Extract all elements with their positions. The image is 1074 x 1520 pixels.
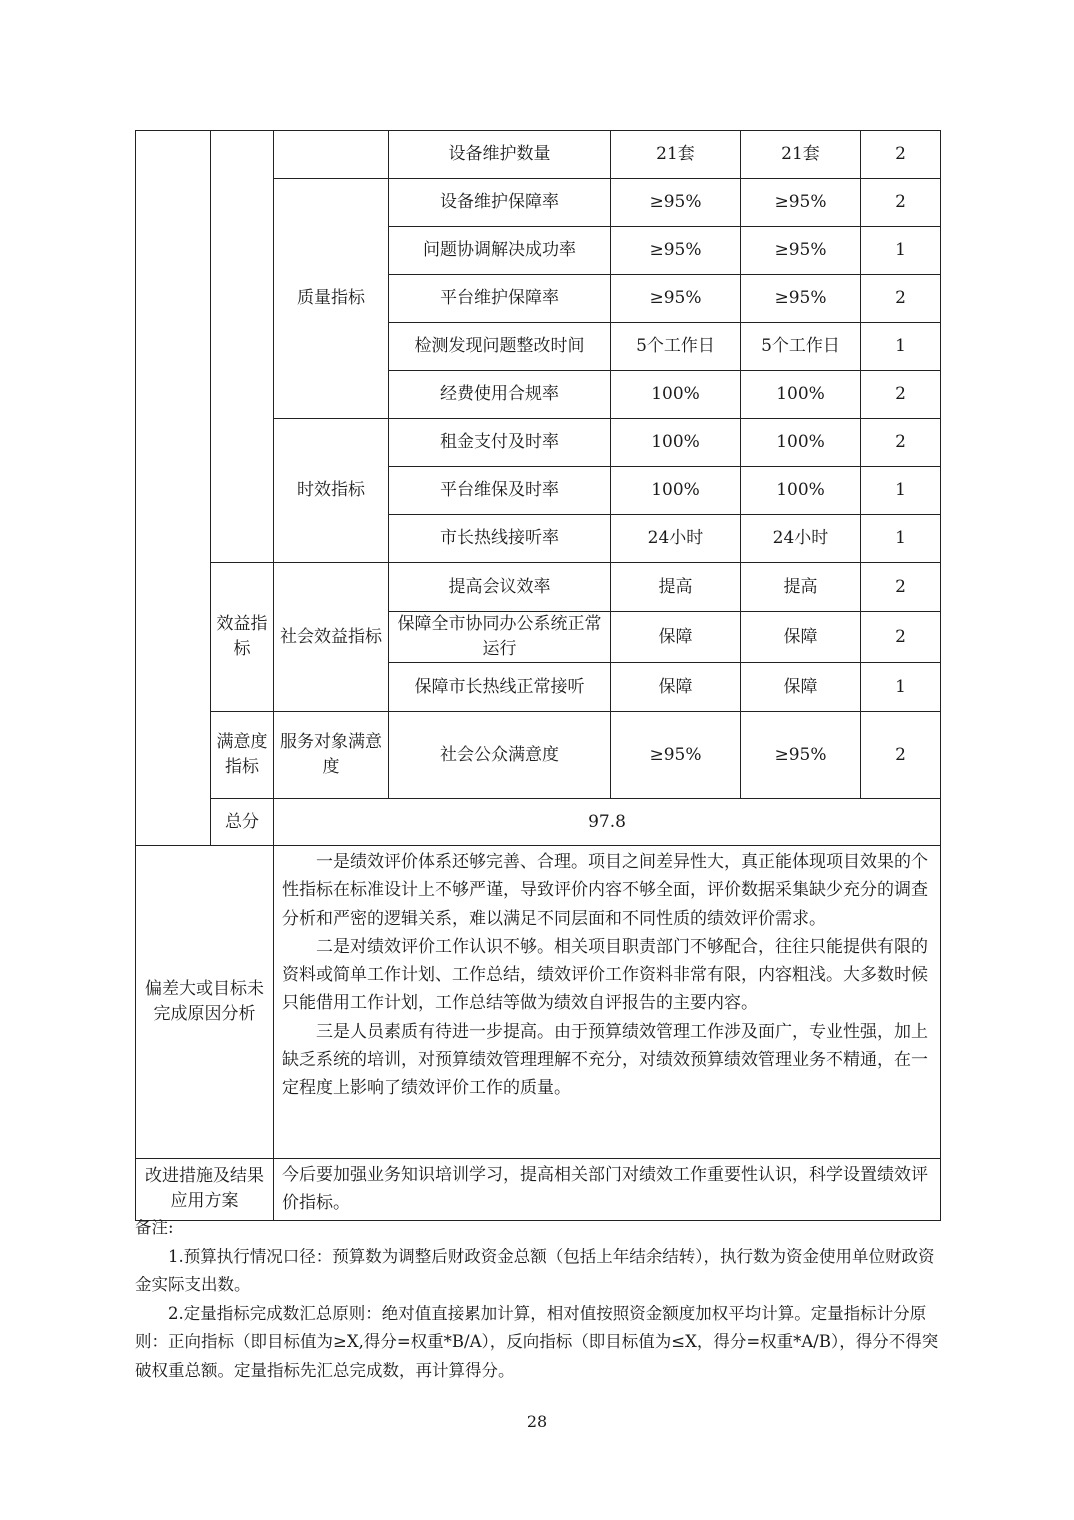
- actual-value: ≥95%: [741, 227, 861, 275]
- target-value: 24小时: [611, 515, 741, 563]
- score-value: 1: [861, 515, 941, 563]
- target-value: ≥95%: [611, 275, 741, 323]
- actual-value: 5个工作日: [741, 323, 861, 371]
- page-number: 28: [526, 1412, 548, 1431]
- target-value: 提高: [611, 563, 741, 612]
- score-value: 1: [861, 467, 941, 515]
- actual-value: 保障: [741, 663, 861, 712]
- deviation-paragraph-2: 二是对绩效评价工作认识不够。相关项目职责部门不够配合，往往只能提供有限的资料或简单工作计划、工作总结，绩效评价工作资料非常有限，内容粗浅。大多数时候只能借用工作计划，工作总结等做为绩效自评报告的主要内容。: [282, 936, 928, 1014]
- deviation-label: 偏差大或目标未完成原因分析: [136, 846, 274, 1159]
- metric-name: 设备维护数量: [389, 131, 611, 179]
- target-value: 100%: [611, 371, 741, 419]
- metric-name: 检测发现问题整改时间: [389, 323, 611, 371]
- target-value: 保障: [611, 612, 741, 663]
- metric-name: 设备维护保障率: [389, 179, 611, 227]
- actual-value: 24小时: [741, 515, 861, 563]
- target-value: 100%: [611, 419, 741, 467]
- performance-table: [135, 130, 941, 1221]
- metric-name: 平台维护保障率: [389, 275, 611, 323]
- target-value: 保障: [611, 663, 741, 712]
- actual-value: ≥95%: [741, 275, 861, 323]
- group-satisfaction: 满意度指标: [211, 712, 274, 799]
- group-benefit: 效益指标: [211, 563, 274, 712]
- deviation-paragraph-3: 三是人员素质有待进一步提高。由于预算绩效管理工作涉及面广，专业性强，加上缺乏系统的培训，对预算绩效管理理解不充分，对绩效预算绩效管理业务不精通，在一定程度上影响了绩效评价工作的质量。: [282, 1021, 928, 1099]
- target-value: 5个工作日: [611, 323, 741, 371]
- col2-continuation-cell: [211, 131, 274, 563]
- score-value: 1: [861, 663, 941, 712]
- sub-category-cell: [274, 131, 389, 179]
- group-social-benefit: 社会效益指标: [274, 563, 389, 712]
- score-value: 2: [861, 612, 941, 663]
- metric-name: 保障全市协同办公系统正常运行: [389, 612, 611, 663]
- score-value: 2: [861, 371, 941, 419]
- metric-name: 社会公众满意度: [389, 712, 611, 799]
- score-value: 2: [861, 563, 941, 612]
- improve-text: 今后要加强业务知识培训学习，提高相关部门对绩效工作重要性认识，科学设置绩效评价指标。: [274, 1159, 941, 1221]
- target-value: ≥95%: [611, 712, 741, 799]
- group-timeliness: 时效指标: [274, 419, 389, 563]
- col1-continuation-cell: [136, 131, 211, 846]
- actual-value: 100%: [741, 467, 861, 515]
- deviation-paragraph-1: 一是绩效评价体系还够完善、合理。项目之间差异性大，真正能体现项目效果的个性指标在标准设计上不够严谨，导致评价内容不够全面，评价数据采集缺少充分的调查分析和严密的逻辑关系，难以满足不同层面和不同性质的绩效评价需求。: [282, 852, 928, 929]
- actual-value: ≥95%: [741, 179, 861, 227]
- total-score: 97.8: [274, 799, 941, 846]
- score-value: 1: [861, 227, 941, 275]
- metric-name: 保障市长热线正常接听: [389, 663, 611, 712]
- target-value: ≥95%: [611, 179, 741, 227]
- deviation-analysis: [274, 846, 941, 1159]
- target-value: ≥95%: [611, 227, 741, 275]
- actual-value: 保障: [741, 612, 861, 663]
- target-value: 21套: [611, 131, 741, 179]
- metric-name: 市长热线接听率: [389, 515, 611, 563]
- metric-name: 平台维保及时率: [389, 467, 611, 515]
- target-value: 100%: [611, 467, 741, 515]
- notes-heading: 备注:: [135, 1218, 174, 1237]
- note-item-1: 1.预算执行情况口径：预算数为调整后财政资金总额（包括上年结余结转），执行数为资金使用单位财政资金实际支出数。: [135, 1246, 935, 1294]
- score-value: 2: [861, 131, 941, 179]
- actual-value: ≥95%: [741, 712, 861, 799]
- metric-name: 经费使用合规率: [389, 371, 611, 419]
- improve-label: 改进措施及结果应用方案: [136, 1159, 274, 1221]
- actual-value: 100%: [741, 371, 861, 419]
- group-service-satisfaction: 服务对象满意度: [274, 712, 389, 799]
- group-quality: 质量指标: [274, 179, 389, 419]
- score-value: 2: [861, 275, 941, 323]
- score-value: 2: [861, 712, 941, 799]
- score-value: 2: [861, 179, 941, 227]
- actual-value: 100%: [741, 419, 861, 467]
- note-item-2: 2.定量指标完成数汇总原则：绝对值直接累加计算，相对值按照资金额度加权平均计算。定量指标计分原则：正向指标（即目标值为≥X,得分=权重*B/A），反向指标（即目标值为≤X，得分=权重*A/B），得分不得突破权重总额。定量指标先汇总完成数，再计算得分。: [135, 1303, 939, 1380]
- score-value: 1: [861, 323, 941, 371]
- score-value: 2: [861, 419, 941, 467]
- actual-value: 提高: [741, 563, 861, 612]
- total-label: 总分: [211, 799, 274, 846]
- metric-name: 提高会议效率: [389, 563, 611, 612]
- metric-name: 问题协调解决成功率: [389, 227, 611, 275]
- notes-section: [135, 1214, 940, 1385]
- metric-name: 租金支付及时率: [389, 419, 611, 467]
- actual-value: 21套: [741, 131, 861, 179]
